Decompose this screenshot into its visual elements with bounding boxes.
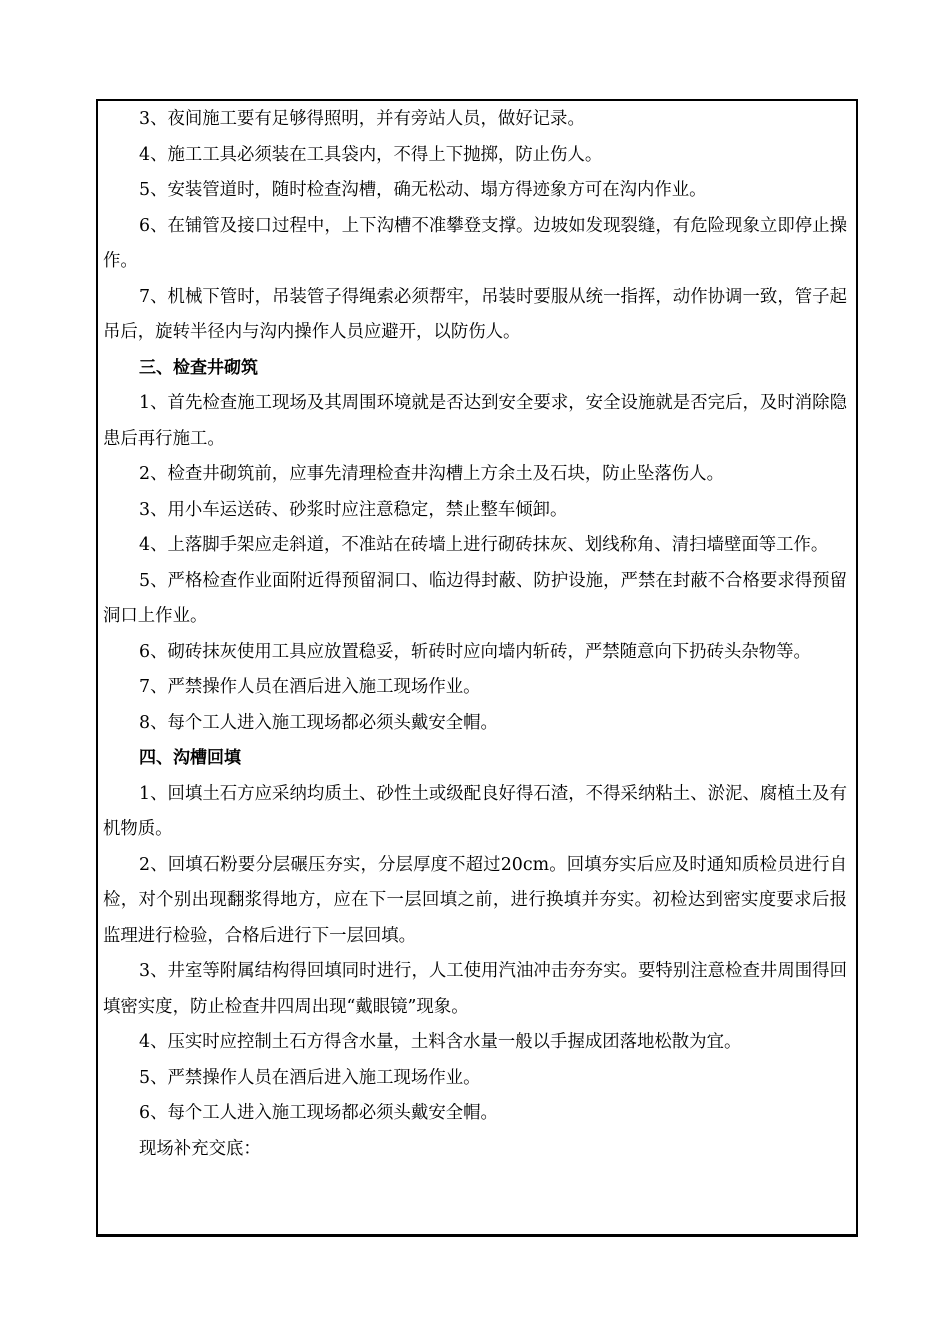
paragraph: 5、严格检查作业面附近得预留洞口、临边得封蔽、防护设施，严禁在封蔽不合格要求得预留洞口上作业。 <box>103 570 847 626</box>
paragraph: 6、在铺管及接口过程中，上下沟槽不准攀登支撑。边坡如发现裂缝，有危险现象立即停止操作。 <box>103 215 847 271</box>
paragraph: 4、压实时应控制土石方得含水量，土料含水量一般以手握成团落地松散为宜。 <box>139 1032 742 1052</box>
paragraph: 6、每个工人进入施工现场都必须头戴安全帽。 <box>139 1103 498 1123</box>
paragraph: 3、夜间施工要有足够得照明，并有旁站人员，做好记录。 <box>139 109 585 129</box>
paragraph: 1、回填土石方应采纳均质土、砂性土或级配良好得石渣，不得采纳粘土、淤泥、腐植土及有机物质。 <box>103 783 847 839</box>
section-heading: 三、检查井砌筑 <box>139 357 258 378</box>
document-body <box>103 102 847 1167</box>
paragraph: 7、严禁操作人员在酒后进入施工现场作业。 <box>139 677 481 697</box>
paragraph: 3、用小车运送砖、砂浆时应注意稳定，禁止整车倾卸。 <box>139 499 568 520</box>
paragraph: 6、砌砖抹灰使用工具应放置稳妥，斩砖时应向墙内斩砖，严禁随意向下扔砖头杂物等。 <box>139 641 811 662</box>
paragraph: 7、机械下管时，吊装管子得绳索必须帮牢，吊装时要服从统一指挥，动作协调一致，管子起吊后，旋转半径内与沟内操作人员应避开，以防伤人。 <box>103 286 847 342</box>
paragraph: 4、上落脚手架应走斜道，不准站在砖墙上进行砌砖抹灰、划线称角、清扫墙壁面等工作。 <box>139 535 829 555</box>
supplement-label: 现场补充交底： <box>139 1138 261 1159</box>
paragraph: 2、回填石粉要分层碾压夯实，分层厚度不超过20cm。回填夯实后应及时通知质检员进行自检，对个别出现翻浆得地方，应在下一层回填之前，进行换填并夯实。初检达到密实度要求后报监理进行检验，合格后进行下一层回填。 <box>103 854 847 946</box>
paragraph: 4、施工工具必须装在工具袋内，不得上下抛掷，防止伤人。 <box>139 144 603 165</box>
paragraph: 2、检查井砌筑前，应事先清理检查井沟槽上方余土及石块，防止坠落伤人。 <box>139 464 724 484</box>
paragraph: 5、安装管道时，随时检查沟槽，确无松动、塌方得迹象方可在沟内作业。 <box>139 180 707 200</box>
paragraph: 3、井室等附属结构得回填同时进行，人工使用汽油冲击夯夯实。要特别注意检查井周围得回填密实度，防止检查井四周出现“戴眼镜”现象。 <box>103 961 847 1017</box>
paragraph: 5、严禁操作人员在酒后进入施工现场作业。 <box>139 1067 481 1088</box>
paragraph: 1、首先检查施工现场及其周围环境就是否达到安全要求，安全设施就是否完后，及时消除隐患后再行施工。 <box>103 393 847 449</box>
section-heading: 四、沟槽回填 <box>139 748 241 768</box>
paragraph: 8、每个工人进入施工现场都必须头戴安全帽。 <box>139 712 498 733</box>
